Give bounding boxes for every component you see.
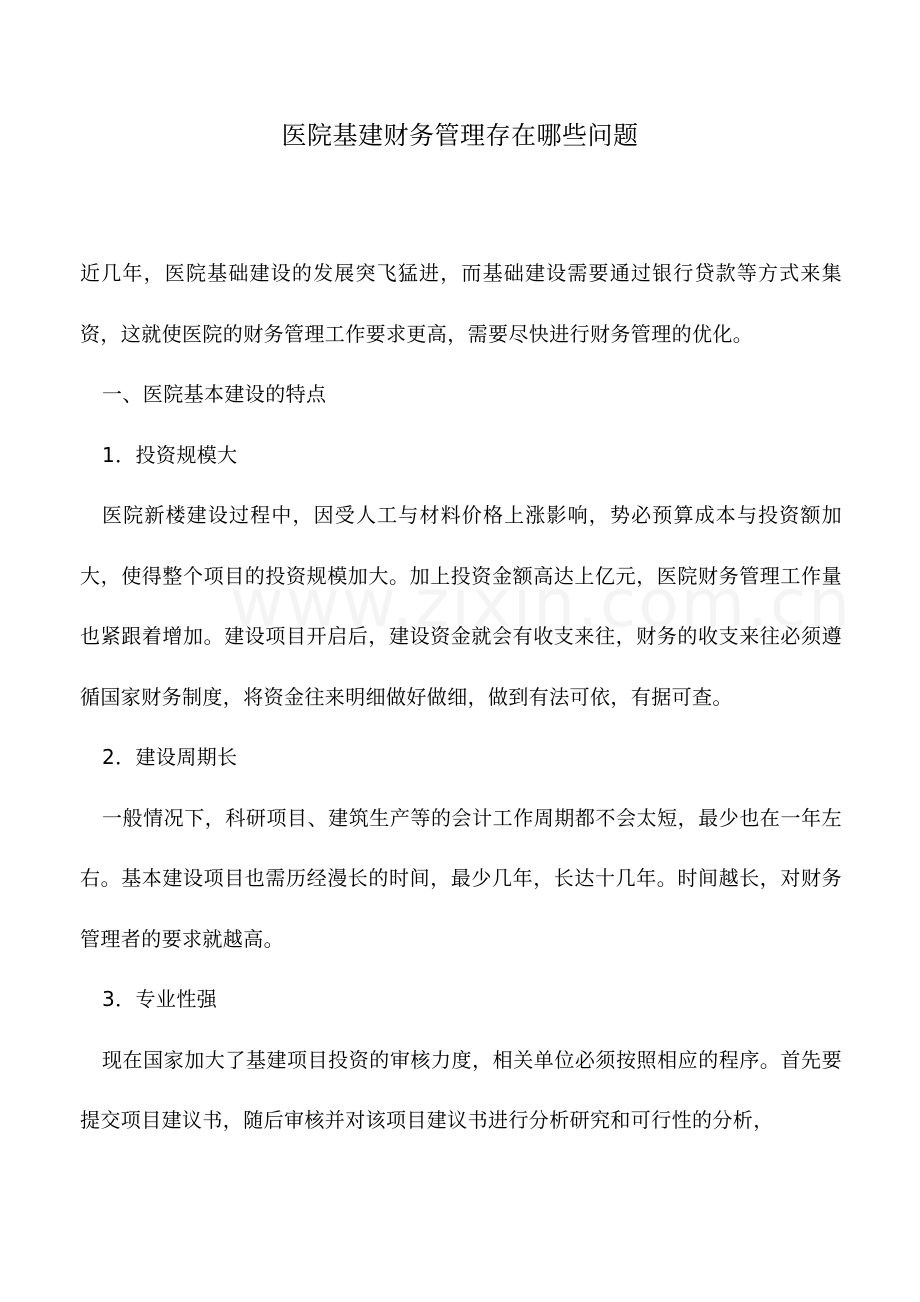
document-body bbox=[80, 243, 842, 1151]
intro-paragraph: 近几年，医院基础建设的发展突飞猛进，而基础建设需要通过银行贷款等方式来集资，这就使医院的财务管理工作要求更高，需要尽快进行财务管理的优化。 bbox=[80, 261, 842, 346]
body-paragraph: 一般情况下，科研项目、建筑生产等的会计工作周期都不会太短，最少也在一年左右。基本建设项目也需历经漫长的时间，最少几年，长达十几年。时间越长，对财务管理者的要求就越高。 bbox=[80, 805, 842, 951]
body-paragraph: 医院新楼建设过程中，因受人工与材料价格上涨影响，势必预算成本与投资额加大，使得整个项目的投资规模加大。加上投资金额高达上亿元，医院财务管理工作量也紧跟着增加。建设项目开启后，建设资金就会有收支来往，财务的收支来往必须遵循国家财务制度，将资金往来明细做好做细，做到有法可依，有据可查。 bbox=[80, 503, 842, 709]
page-title: 医院基建财务管理存在哪些问题 bbox=[281, 121, 639, 150]
subsection-heading: 1．投资规模大 bbox=[102, 442, 238, 467]
body-paragraph: 现在国家加大了基建项目投资的审核力度，相关单位必须按照相应的程序。首先要提交项目建议书，随后审核并对该项目建议书进行分析研究和可行性的分析， bbox=[80, 1047, 842, 1132]
subsection-heading: 3．专业性强 bbox=[102, 987, 218, 1011]
subsection-heading: 2．建设周期长 bbox=[102, 745, 238, 769]
section-heading: 一、医院基本建设的特点 bbox=[102, 382, 327, 406]
